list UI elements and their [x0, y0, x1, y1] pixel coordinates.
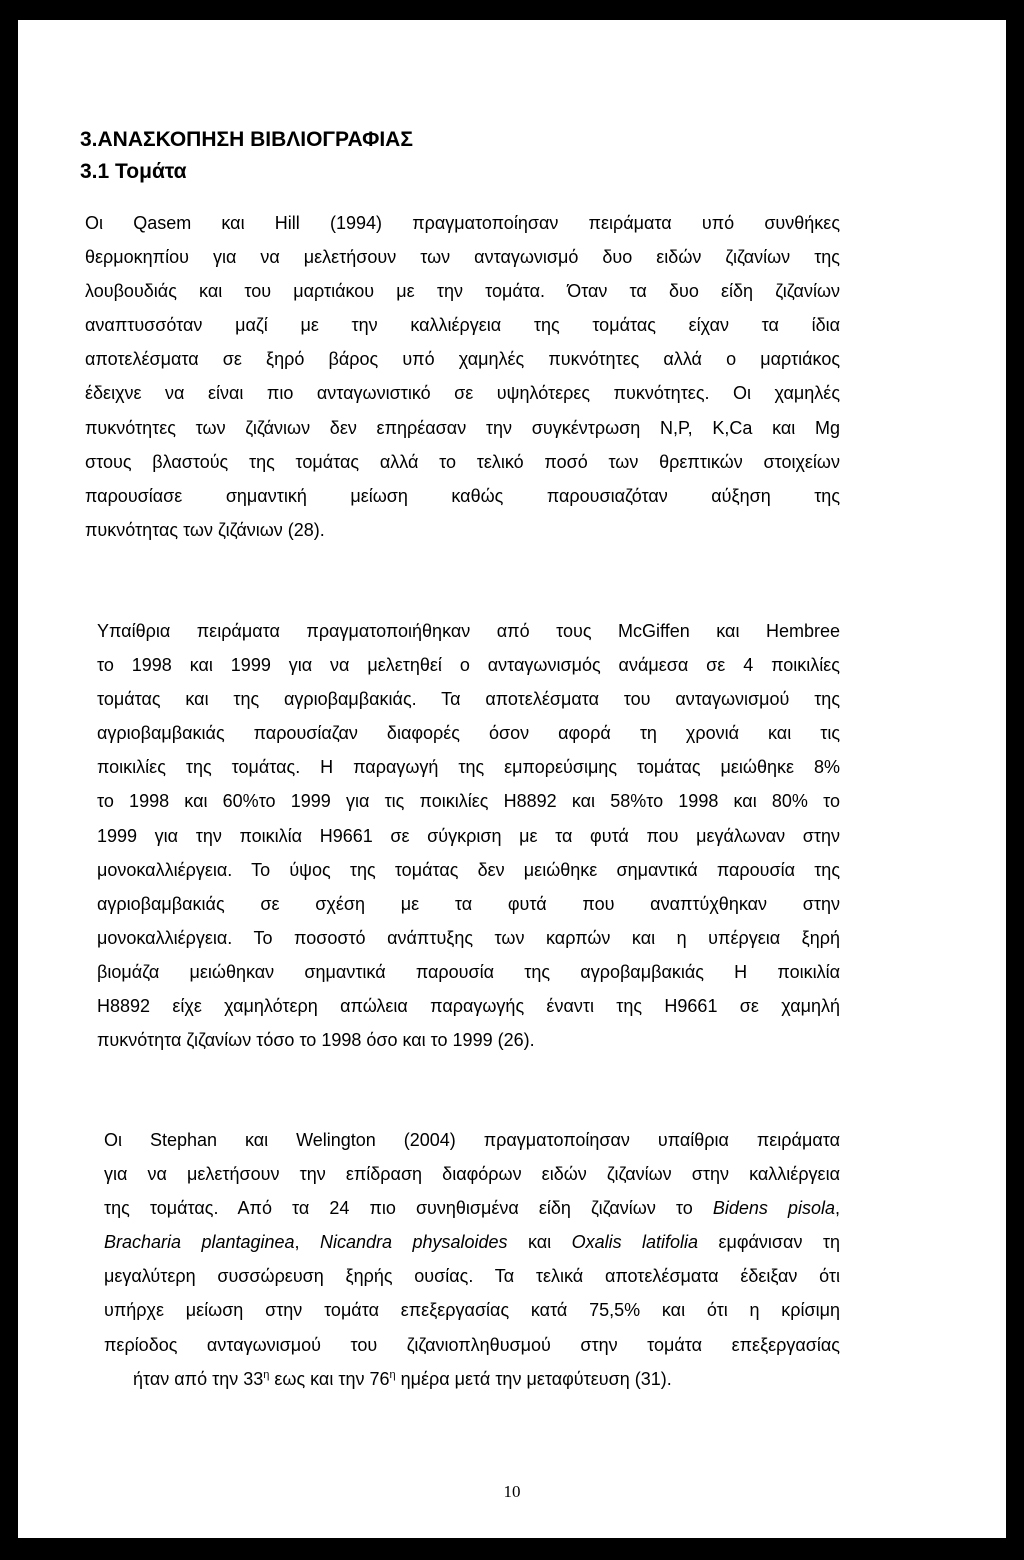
- line-text: εμφάνισαν τη: [698, 1232, 840, 1253]
- subsection-heading: 3.1 Τομάτα: [80, 160, 187, 183]
- line-text: ,: [294, 1232, 320, 1253]
- species-name: Bracharia plantaginea: [104, 1232, 295, 1253]
- paragraph-line: μεγαλύτερη συσσώρευση ξηρής ουσίας. Τα τελικά αποτελέσματα έδειξαν ότι: [104, 1266, 840, 1287]
- paragraph-line: στους βλαστούς της τομάτας αλλά το τελικό ποσό των θρεπτικών στοιχείων: [85, 451, 840, 472]
- species-name: Oxalis latifolia: [571, 1232, 699, 1253]
- paragraph-line: [68, 1362, 840, 1396]
- paragraph-line: πυκνότητα ζιζανίων τόσο το 1998 όσο και το 1999 (26).: [97, 1030, 535, 1051]
- paragraph-line: ποικιλίες της τομάτας. Η παραγωγή της εμπορεύσιμης τομάτας μειώθηκε 8%: [97, 757, 840, 778]
- paragraph-line: λουβουδιάς και του μαρτιάκου με την τομάτα. Όταν τα δυο είδη ζιζανίων: [85, 281, 840, 302]
- paragraph-line: Υπαίθρια πειράματα πραγματοποιήθηκαν από τους McGiffen και Hembree: [97, 621, 840, 641]
- paragraph-line: [68, 1191, 840, 1225]
- paragraph-line: 1999 για την ποικιλία H9661 σε σύγκριση με τα φυτά που μεγάλωναν στην: [97, 825, 840, 846]
- paragraph-line: το 1998 και 60%το 1999 για τις ποικιλίες H8892 και 58%το 1998 και 80% το: [97, 791, 840, 812]
- species-name: Bidens pisola: [712, 1198, 835, 1219]
- paragraph-line: H8892 είχε χαμηλότερη απώλεια παραγωγής έναντι της H9661 σε χαμηλή: [97, 996, 840, 1017]
- paragraph-line: για να μελετήσουν την επίδραση διαφόρων ειδών ζιζανίων στην καλλιέργεια: [104, 1164, 840, 1185]
- page-number: 10: [503, 1482, 521, 1501]
- line-text: ημέρα μετά την μεταφύτευση (31).: [395, 1368, 672, 1389]
- paragraph-line: τομάτας και της αγριοβαμβακιάς. Τα αποτελέσματα του ανταγωνισμού της: [97, 689, 840, 710]
- line-text: και: [507, 1232, 572, 1253]
- line-text: της τομάτας. Από τα 24 πιο συνηθισμένα είδη ζιζανίων το: [104, 1198, 693, 1219]
- line-text: ήταν από την 33: [133, 1368, 264, 1389]
- species-name: Nicandra physaloides: [319, 1232, 508, 1253]
- paragraph-line: Οι Stephan και Welington (2004) πραγματοποίησαν υπαίθρια πειράματα: [104, 1130, 840, 1150]
- paragraph-line: μονοκαλλιέργεια. Το ύψος της τομάτας δεν μειώθηκε σημαντικά παρουσία της: [97, 859, 840, 880]
- paragraph-line: θερμοκηπίου για να μελετήσουν των ανταγωνισμό δυο ειδών ζιζανίων της: [85, 247, 840, 268]
- section-heading: 3.ΑΝΑΣΚΟΠΗΣΗ ΒΙΒΛΙΟΓΡΑΦΙΑΣ: [80, 128, 413, 151]
- paragraph-line: αγριοβαμβακιάς σε σχέση με τα φυτά που αναπτύχθηκαν στην: [97, 893, 840, 914]
- document-page: [18, 20, 1006, 1538]
- paragraph-line: μονοκαλλιέργεια. Το ποσοστό ανάπτυξης των καρπών και η υπέργεια ξηρή: [97, 927, 840, 948]
- paragraph-stephan-welington: [68, 1123, 840, 1396]
- paragraph-line: υπήρχε μείωση στην τομάτα επεξεργασίας κατά 75,5% και ότι η κρίσιμη: [104, 1300, 840, 1321]
- paragraph-line: το 1998 και 1999 για να μελετηθεί ο ανταγωνισμός ανάμεσα σε 4 ποικιλίες: [97, 655, 840, 676]
- paragraph-mcgiffen-hembree: [68, 614, 840, 1057]
- paragraph-qasem-hill: [68, 206, 840, 547]
- line-text: εως και την 76: [269, 1368, 390, 1389]
- paragraph-line: Οι Qasem και Hill (1994) πραγματοποίησαν πειράματα υπό συνθήκες: [85, 213, 840, 233]
- superscript-ordinal: η: [389, 1368, 396, 1381]
- paragraph-line: περίοδος ανταγωνισμού του ζιζανιοπληθυσμού στην τομάτα επεξεργασίας: [104, 1334, 840, 1355]
- superscript-ordinal: η: [263, 1368, 270, 1381]
- paragraph-line: αγριοβαμβακιάς παρουσίαζαν διαφορές όσον αφορά τη χρονιά και τις: [97, 723, 840, 744]
- paragraph-line: [68, 1225, 840, 1259]
- paragraph-line: παρουσίασε σημαντική μείωση καθώς παρουσιαζόταν αύξηση της: [85, 485, 840, 506]
- paragraph-line: πυκνότητες των ζιζάνιων δεν επηρέασαν την συγκέντρωση N,P, K,Ca και Mg: [85, 417, 840, 438]
- paragraph-line: έδειχνε να είναι πιο ανταγωνιστικό σε υψηλότερες πυκνότητες. Οι χαμηλές: [85, 383, 840, 404]
- paragraph-line: αναπτυσσόταν μαζί με την καλλιέργεια της τομάτας είχαν τα ίδια: [85, 315, 840, 336]
- paragraph-line: βιομάζα μειώθηκαν σημαντικά παρουσία της αγροβαμβακιάς Η ποικιλία: [97, 961, 840, 982]
- line-text: ,: [834, 1198, 840, 1219]
- paragraph-line: αποτελέσματα σε ξηρό βάρος υπό χαμηλές πυκνότητες αλλά ο μαρτιάκος: [85, 349, 840, 370]
- paragraph-line: πυκνότητας των ζιζάνιων (28).: [85, 519, 325, 540]
